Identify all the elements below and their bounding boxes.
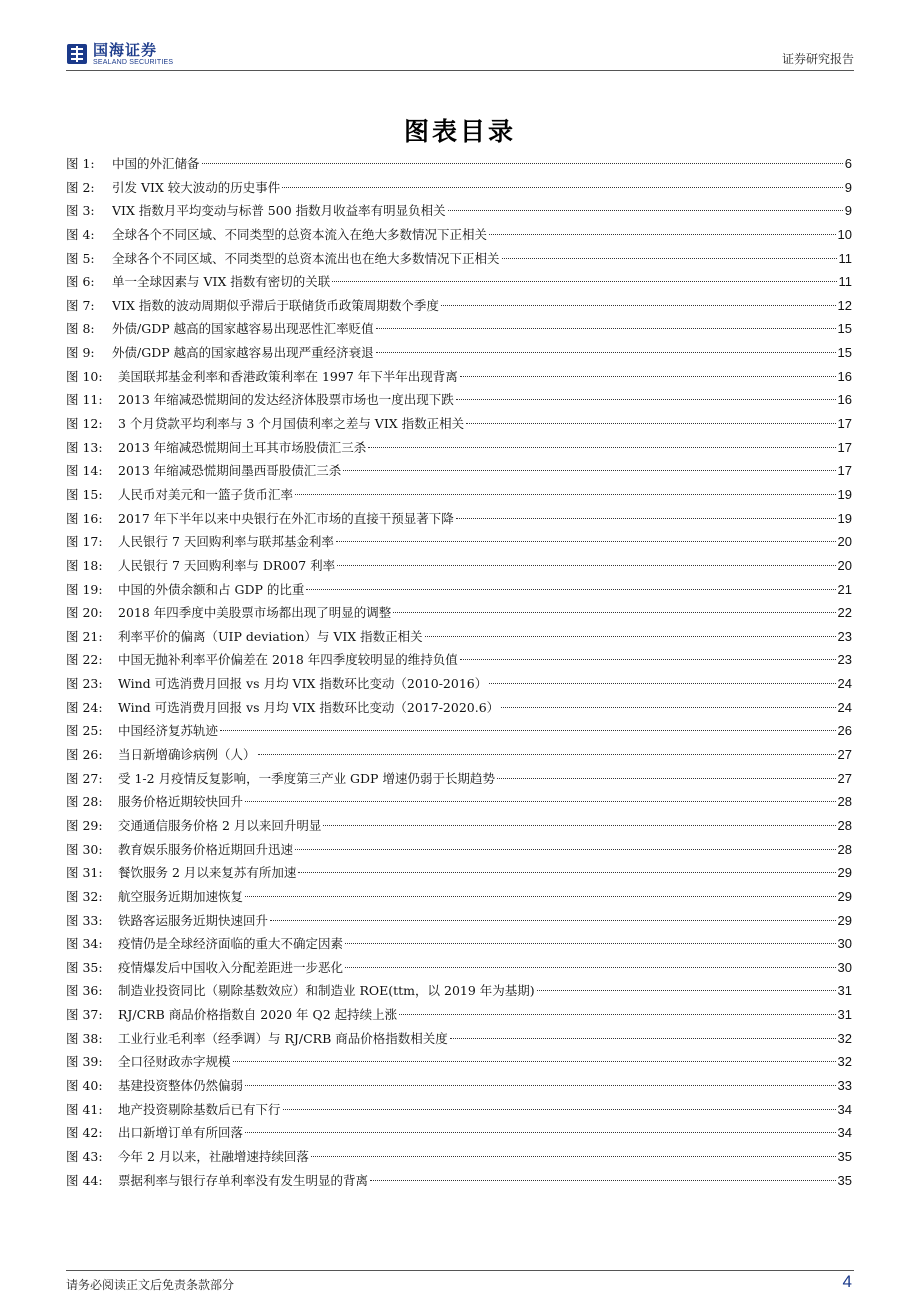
- toc-entry-title: 服务价格近期较快回升: [118, 794, 244, 810]
- toc-entry[interactable]: [66, 719, 852, 743]
- toc-entry[interactable]: [66, 932, 852, 956]
- toc-entry-label: 图 22:: [66, 652, 103, 668]
- toc-dot-leader: [497, 778, 836, 779]
- toc-dot-leader: [343, 470, 835, 471]
- toc-dot-leader: [466, 423, 835, 424]
- toc-entry[interactable]: [66, 365, 852, 389]
- toc-entry[interactable]: [66, 317, 852, 341]
- toc-entry[interactable]: [66, 1098, 852, 1122]
- toc-entry-title: 外债/GDP 越高的国家越容易出现严重经济衰退: [112, 345, 374, 361]
- toc-entry-title: 教育娱乐服务价格近期回升迅速: [118, 841, 294, 857]
- toc-entry-label: 图 42:: [66, 1125, 103, 1141]
- toc-entry-label: 图 38:: [66, 1030, 103, 1046]
- toc-entry-label: 图 12:: [66, 416, 103, 432]
- toc-entry-label: 图 44:: [66, 1172, 103, 1188]
- toc-entry-label: 图 20:: [66, 605, 103, 621]
- toc-dot-leader: [245, 896, 836, 897]
- toc-dot-leader: [460, 659, 836, 660]
- toc-entry-label: 图 3:: [66, 203, 95, 219]
- toc-entry[interactable]: [66, 223, 852, 247]
- toc-dot-leader: [489, 234, 836, 235]
- toc-dot-leader: [202, 163, 843, 164]
- toc-dot-leader: [441, 305, 836, 306]
- toc-entry-page: 32: [837, 1030, 852, 1046]
- toc-entry-title: 2013 年缩减恐慌期间的发达经济体股票市场也一度出现下跌: [118, 392, 454, 408]
- toc-entry-page: 31: [837, 1007, 852, 1023]
- toc-entry-title: 制造业投资同比（剔除基数效应）和制造业 ROE(ttm，以 2019 年为基期): [118, 983, 535, 999]
- toc-entry[interactable]: [66, 743, 852, 767]
- toc-entry-page: 34: [837, 1101, 852, 1117]
- toc-entry-label: 图 15:: [66, 486, 103, 502]
- toc-entry-label: 图 8:: [66, 321, 95, 337]
- toc-entry-page: 32: [837, 1054, 852, 1070]
- toc-entry[interactable]: [66, 152, 852, 176]
- toc-entry-page: 28: [837, 841, 852, 857]
- toc-entry[interactable]: [66, 176, 852, 200]
- toc-entry[interactable]: [66, 270, 852, 294]
- toc-entry[interactable]: [66, 436, 852, 460]
- toc-dot-leader: [399, 1014, 835, 1015]
- toc-entry-label: 图 26:: [66, 747, 103, 763]
- toc-entry-label: 图 33:: [66, 912, 103, 928]
- toc-entry-title: 当日新增确诊病例（人）: [118, 747, 256, 763]
- toc-entry-title: 利率平价的偏离（UIP deviation）与 VIX 指数正相关: [118, 628, 423, 644]
- page-header: [66, 40, 854, 70]
- toc-entry-title: VIX 指数月平均变动与标普 500 指数月收益率有明显负相关: [112, 203, 446, 219]
- toc-entry-label: 图 29:: [66, 817, 103, 833]
- toc-dot-leader: [502, 258, 837, 259]
- logo-chinese-name: 国海证券: [93, 41, 158, 59]
- toc-entry-label: 图 28:: [66, 794, 103, 810]
- toc-entry-title: 2017 年下半年以来中央银行在外汇市场的直接干预显著下降: [118, 510, 454, 526]
- toc-entry-page: 16: [837, 368, 852, 384]
- toc-entry-title: 出口新增订单有所回落: [118, 1125, 244, 1141]
- toc-entry-label: 图 2:: [66, 179, 95, 195]
- toc-entry-title: 人民币对美元和一篮子货币汇率: [118, 486, 294, 502]
- toc-dot-leader: [337, 565, 835, 566]
- company-logo: [66, 42, 173, 68]
- toc-entry-title: Wind 可选消费月回报 vs 月均 VIX 指数环比变动（2010-2016）: [118, 676, 488, 692]
- toc-entry-page: 17: [837, 416, 852, 432]
- logo-mark-icon: [66, 42, 88, 66]
- toc-entry-page: 30: [837, 936, 852, 952]
- toc-entry-page: 28: [837, 817, 852, 833]
- toc-dot-leader: [295, 494, 836, 495]
- toc-entry-title: 外债/GDP 越高的国家越容易出现恶性汇率贬值: [112, 321, 374, 337]
- toc-entry-label: 图 43:: [66, 1148, 103, 1164]
- toc-entry-label: 图 37:: [66, 1007, 103, 1023]
- toc-entry[interactable]: [66, 1074, 852, 1098]
- toc-entry-page: 21: [837, 581, 852, 597]
- toc-entry-page: 17: [837, 439, 852, 455]
- toc-entry-page: 24: [837, 676, 852, 692]
- toc-entry-label: 图 41:: [66, 1101, 103, 1117]
- toc-dot-leader: [323, 825, 835, 826]
- toc-entry[interactable]: [66, 601, 852, 625]
- toc-entry[interactable]: [66, 483, 852, 507]
- toc-entry-title: 疫情仍是全球经济面临的重大不确定因素: [118, 936, 344, 952]
- toc-entry-label: 图 32:: [66, 888, 103, 904]
- toc-entry-page: 19: [837, 510, 852, 526]
- toc-entry[interactable]: [66, 885, 852, 909]
- footer-divider: [66, 1270, 854, 1271]
- toc-entry-label: 图 18:: [66, 557, 103, 573]
- toc-entry[interactable]: [66, 1003, 852, 1027]
- toc-entry-title: 单一全球因素与 VIX 指数有密切的关联: [112, 274, 331, 290]
- toc-dot-leader: [336, 541, 836, 542]
- toc-entry-page: 33: [837, 1077, 852, 1093]
- toc-entry-title: 全球各个不同区域、不同类型的总资本流出也在绝大多数情况下正相关: [112, 250, 500, 266]
- toc-entry-label: 图 30:: [66, 841, 103, 857]
- toc-entry-label: 图 14:: [66, 463, 103, 479]
- toc-entry-label: 图 19:: [66, 581, 103, 597]
- toc-entry-title: 2013 年缩减恐慌期间土耳其市场股债汇三杀: [118, 439, 367, 455]
- toc-entry-title: 受 1-2 月疫情反复影响，一季度第三产业 GDP 增速仍弱于长期趋势: [118, 770, 495, 786]
- toc-entry-page: 35: [837, 1148, 852, 1164]
- toc-entry-label: 图 24:: [66, 699, 103, 715]
- toc-entry-page: 22: [837, 605, 852, 621]
- toc-dot-leader: [295, 849, 836, 850]
- toc-entry[interactable]: [66, 672, 852, 696]
- toc-entry-label: 图 36:: [66, 983, 103, 999]
- toc-entry[interactable]: [66, 861, 852, 885]
- toc-entry[interactable]: [66, 459, 852, 483]
- toc-entry-title: VIX 指数的波动周期似乎滞后于联储货币政策周期数个季度: [112, 297, 439, 313]
- toc-entry-title: 基建投资整体仍然偏弱: [118, 1077, 244, 1093]
- toc-entry-title: 地产投资剔除基数后已有下行: [118, 1101, 281, 1117]
- toc-entry-page: 19: [837, 486, 852, 502]
- toc-entry-label: 图 35:: [66, 959, 103, 975]
- toc-entry-label: 图 23:: [66, 676, 103, 692]
- toc-entry-page: 31: [837, 983, 852, 999]
- toc-entry-label: 图 25:: [66, 723, 103, 739]
- toc-entry-title: 中国的外债余额和占 GDP 的比重: [118, 581, 305, 597]
- toc-entry-title: 中国的外汇储备: [112, 156, 200, 171]
- toc-entry-label: 图 17:: [66, 534, 103, 550]
- toc-entry-label: 图 4:: [66, 226, 95, 242]
- page-title: 图表目录: [403, 117, 516, 146]
- toc-entry-page: 15: [837, 321, 852, 337]
- toc-entry-label: 图 16:: [66, 510, 103, 526]
- toc-entry-title: 全球各个不同区域、不同类型的总资本流入在绝大多数情况下正相关: [112, 226, 488, 242]
- toc-entry-title: 航空服务近期加速恢复: [118, 888, 244, 904]
- toc-entry-title: 交通通信服务价格 2 月以来回升明显: [118, 817, 322, 833]
- toc-dot-leader: [501, 707, 835, 708]
- toc-entry[interactable]: [66, 1050, 852, 1074]
- toc-dot-leader: [450, 1038, 836, 1039]
- toc-dot-leader: [370, 1180, 836, 1181]
- toc-entry-page: 29: [837, 888, 852, 904]
- toc-dot-leader: [306, 589, 835, 590]
- figure-list: [66, 152, 852, 1192]
- toc-entry-page: 26: [837, 723, 852, 739]
- toc-entry-title: 美国联邦基金利率和香港政策利率在 1997 年下半年出现背离: [118, 368, 458, 384]
- toc-entry-label: 图 6:: [66, 274, 95, 290]
- toc-entry[interactable]: [66, 767, 852, 791]
- toc-entry-title: 中国经济复苏轨迹: [118, 723, 219, 739]
- toc-entry-label: 图 11:: [66, 392, 103, 408]
- toc-entry-label: 图 31:: [66, 865, 103, 881]
- toc-entry[interactable]: [66, 1121, 852, 1145]
- toc-entry[interactable]: [66, 956, 852, 980]
- toc-entry-title: 今年 2 月以来，社融增速持续回落: [118, 1148, 309, 1164]
- toc-entry-page: 20: [837, 557, 852, 573]
- toc-dot-leader: [270, 920, 836, 921]
- toc-entry[interactable]: [66, 1169, 852, 1193]
- report-type-label: 证券研究报告: [781, 52, 854, 66]
- toc-entry-title: 铁路客运服务近期快速回升: [118, 912, 269, 928]
- toc-entry-title: 工业行业毛利率（经季调）与 RJ/CRB 商品价格指数相关度: [118, 1030, 448, 1046]
- toc-dot-leader: [245, 1132, 836, 1133]
- toc-entry[interactable]: [66, 979, 852, 1003]
- toc-dot-leader: [489, 683, 835, 684]
- toc-entry[interactable]: [66, 696, 852, 720]
- toc-dot-leader: [368, 447, 835, 448]
- toc-dot-leader: [298, 872, 835, 873]
- toc-entry[interactable]: [66, 578, 852, 602]
- toc-entry-page: 27: [837, 770, 852, 786]
- toc-entry[interactable]: [66, 530, 852, 554]
- toc-entry-label: 图 40:: [66, 1077, 103, 1093]
- toc-entry[interactable]: [66, 388, 852, 412]
- toc-entry-page: 11: [838, 250, 852, 266]
- toc-entry-page: 9: [844, 179, 852, 195]
- toc-entry-page: 27: [837, 747, 852, 763]
- toc-entry-label: 图 34:: [66, 936, 103, 952]
- toc-entry[interactable]: [66, 247, 852, 271]
- toc-dot-leader: [258, 754, 836, 755]
- toc-entry-page: 28: [837, 794, 852, 810]
- toc-dot-leader: [345, 967, 836, 968]
- toc-entry[interactable]: [66, 648, 852, 672]
- toc-entry-page: 34: [837, 1125, 852, 1141]
- toc-entry-title: 引发 VIX 较大波动的历史事件: [112, 179, 281, 195]
- toc-entry[interactable]: [66, 1145, 852, 1169]
- toc-entry-title: 餐饮服务 2 月以来复苏有所加速: [118, 865, 297, 881]
- toc-dot-leader: [456, 399, 836, 400]
- toc-entry-title: 票据利率与银行存单利率没有发生明显的背离: [118, 1172, 369, 1188]
- toc-entry[interactable]: [66, 294, 852, 318]
- toc-entry[interactable]: [66, 341, 852, 365]
- toc-entry-title: RJ/CRB 商品价格指数自 2020 年 Q2 起持续上涨: [118, 1007, 398, 1023]
- toc-entry-page: 23: [837, 628, 852, 644]
- toc-entry-page: 16: [837, 392, 852, 408]
- toc-entry[interactable]: [66, 838, 852, 862]
- toc-dot-leader: [448, 210, 843, 211]
- toc-dot-leader: [456, 518, 836, 519]
- toc-entry-label: 图 9:: [66, 345, 95, 361]
- toc-entry[interactable]: [66, 199, 852, 223]
- disclaimer-note: 请务必阅读正文后免责条款部分: [66, 1278, 235, 1292]
- toc-entry-label: 图 21:: [66, 628, 103, 644]
- toc-entry-page: 10: [837, 226, 852, 242]
- toc-dot-leader: [245, 801, 836, 802]
- toc-entry[interactable]: [66, 412, 852, 436]
- toc-entry-page: 11: [838, 274, 852, 290]
- toc-dot-leader: [537, 990, 836, 991]
- toc-entry[interactable]: [66, 814, 852, 838]
- toc-entry-title: 2018 年四季度中美股票市场都出现了明显的调整: [118, 605, 392, 621]
- toc-entry-label: 图 13:: [66, 439, 103, 455]
- toc-dot-leader: [233, 1061, 836, 1062]
- toc-entry[interactable]: [66, 554, 852, 578]
- toc-entry-page: 6: [844, 156, 852, 171]
- toc-entry-page: 29: [837, 865, 852, 881]
- toc-entry-page: 9: [844, 203, 852, 219]
- toc-entry-label: 图 5:: [66, 250, 95, 266]
- logo-english-name: SEALAND SECURITIES: [93, 59, 174, 66]
- toc-entry[interactable]: [66, 1027, 852, 1051]
- toc-entry[interactable]: [66, 790, 852, 814]
- toc-dot-leader: [425, 636, 836, 637]
- toc-dot-leader: [376, 352, 836, 353]
- toc-entry-label: 图 39:: [66, 1054, 103, 1070]
- toc-entry-label: 图 10:: [66, 368, 103, 384]
- toc-entry-title: 人民银行 7 天回购利率与 DR007 利率: [118, 557, 336, 573]
- toc-dot-leader: [332, 281, 836, 282]
- toc-dot-leader: [376, 328, 836, 329]
- toc-entry[interactable]: [66, 625, 852, 649]
- toc-dot-leader: [393, 612, 835, 613]
- toc-entry-label: 图 7:: [66, 297, 95, 313]
- toc-entry-title: Wind 可选消费月回报 vs 月均 VIX 指数环比变动（2017-2020.6）: [118, 699, 500, 715]
- toc-entry-title: 中国无抛补利率平价偏差在 2018 年四季度较明显的维持负值: [118, 652, 458, 668]
- toc-entry-page: 35: [837, 1172, 852, 1188]
- toc-entry-page: 30: [837, 959, 852, 975]
- toc-entry-label: 图 27:: [66, 770, 103, 786]
- toc-entry-title: 3 个月贷款平均利率与 3 个月国债利率之差与 VIX 指数正相关: [118, 416, 465, 432]
- toc-dot-leader: [245, 1085, 836, 1086]
- toc-entry-page: 15: [837, 345, 852, 361]
- toc-entry-page: 20: [837, 534, 852, 550]
- toc-dot-leader: [282, 187, 842, 188]
- toc-entry-page: 29: [837, 912, 852, 928]
- toc-dot-leader: [283, 1109, 836, 1110]
- header-divider: [66, 70, 854, 71]
- toc-entry-label: 图 1:: [66, 156, 95, 171]
- toc-entry-page: 17: [837, 463, 852, 479]
- page-number: 4: [842, 1272, 852, 1291]
- toc-entry-title: 疫情爆发后中国收入分配差距进一步恶化: [118, 959, 344, 975]
- toc-entry-page: 24: [837, 699, 852, 715]
- toc-dot-leader: [220, 730, 836, 731]
- toc-entry-title: 人民银行 7 天回购利率与联邦基金利率: [118, 534, 334, 550]
- toc-dot-leader: [460, 376, 836, 377]
- toc-entry[interactable]: [66, 507, 852, 531]
- toc-entry-page: 23: [837, 652, 852, 668]
- toc-dot-leader: [345, 943, 836, 944]
- toc-entry-title: 全口径财政赤字规模: [118, 1054, 231, 1070]
- toc-dot-leader: [311, 1156, 836, 1157]
- toc-entry[interactable]: [66, 909, 852, 933]
- toc-entry-title: 2013 年缩减恐慌期间墨西哥股债汇三杀: [118, 463, 342, 479]
- toc-entry-page: 12: [837, 297, 852, 313]
